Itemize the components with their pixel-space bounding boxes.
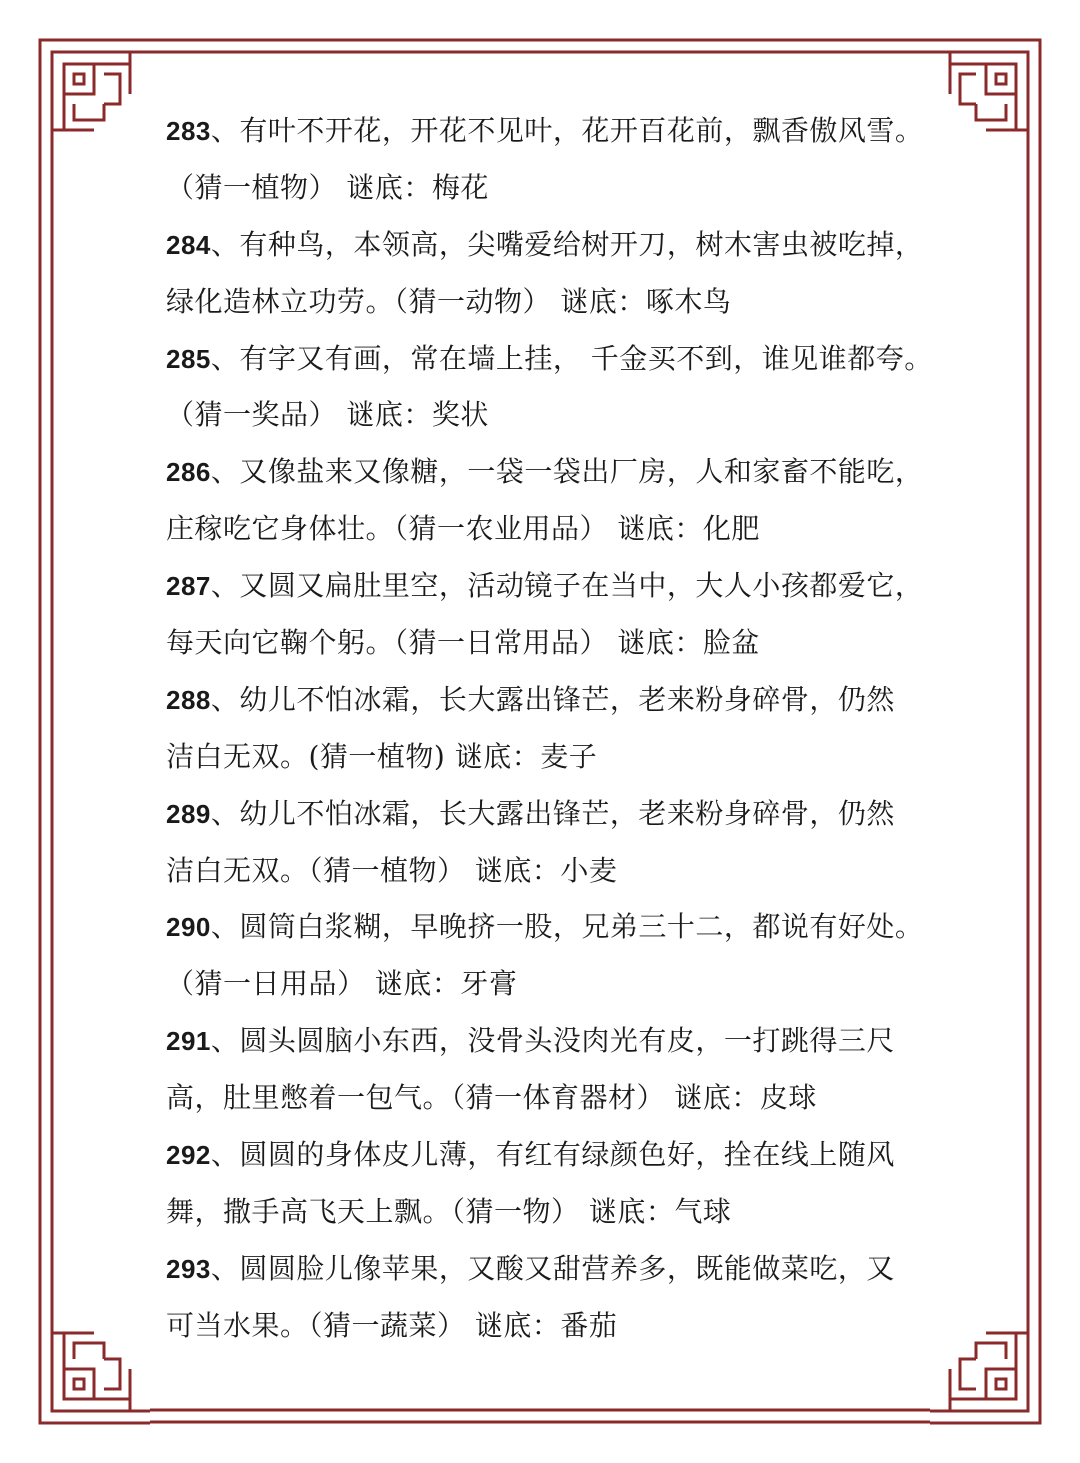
riddle-text: 、幼儿不怕冰霜，长大露出锋芒，老来粉身碎骨，仍然 [210, 682, 895, 716]
riddle-line [166, 899, 926, 956]
riddle-line [166, 786, 926, 843]
riddle-number: 283 [166, 116, 211, 146]
riddle-number: 287 [166, 571, 211, 602]
riddle-text: 、圆头圆脑小东西，没骨头没肉光有皮，一打跳得三尺 [210, 1024, 895, 1058]
riddle-293 [166, 1241, 926, 1355]
corner-ornament-top-left [40, 40, 150, 150]
riddle-text: 、圆圆的身体皮儿薄，有红有绿颜色好，拴在线上随风 [210, 1138, 895, 1172]
riddle-list [166, 103, 933, 1355]
riddle-line [166, 672, 926, 729]
riddle-line [166, 331, 933, 388]
riddle-text: 、又圆又扁肚里空，活动镜子在当中，大人小孩都爱它， [210, 569, 924, 603]
riddle-answer-line: （猜一日用品） 谜底：牙膏 [166, 967, 518, 1001]
riddle-287 [166, 558, 926, 672]
riddle-answer-line: 洁白无双。（猜一植物） 谜底：小麦 [166, 853, 618, 887]
riddle-line [166, 1241, 926, 1298]
riddle-288 [166, 672, 926, 786]
riddle-text: 、幼儿不怕冰霜，长大露出锋芒，老来粉身碎骨，仍然 [210, 796, 895, 830]
riddle-285 [166, 331, 933, 445]
riddle-text: 、又像盐来又像糖，一袋一袋出厂房，人和家畜不能吃， [210, 455, 924, 489]
riddle-text: 、有字又有画，常在墙上挂， 千金买不到，谁见谁都夸。 [210, 341, 933, 375]
riddle-286 [166, 444, 926, 558]
riddle-291 [166, 1013, 926, 1127]
riddle-text: 、有种鸟，本领高，尖嘴爱给树开刀，树木害虫被吃掉， [210, 227, 924, 261]
riddle-text: 、圆圆脸儿像苹果，又酸又甜营养多，既能做菜吃，又 [210, 1251, 895, 1285]
riddle-292 [166, 1127, 926, 1241]
riddle-283 [166, 103, 926, 217]
riddle-answer-line: 庄稼吃它身体壮。（猜一农业用品） 谜底：化肥 [166, 512, 760, 546]
riddle-line [166, 103, 926, 160]
riddle-number: 293 [166, 1253, 211, 1284]
riddle-text: 、有叶不开花，开花不见叶，花开百花前，飘香傲风雪。 [210, 114, 924, 147]
riddle-289 [166, 786, 926, 900]
riddle-line [166, 217, 926, 274]
riddle-answer-line: （猜一奖品） 谜底：奖状 [166, 398, 489, 432]
riddle-number: 290 [166, 912, 211, 943]
riddle-answer-line: （猜一植物） 谜底：梅花 [166, 170, 489, 204]
riddle-number: 291 [166, 1026, 211, 1057]
riddle-answer-line: 洁白无双。(猜一植物) 谜底：麦子 [166, 739, 598, 773]
riddle-line [166, 1127, 926, 1184]
riddle-number: 284 [166, 229, 211, 260]
riddle-text: 、圆筒白浆糊，早晚挤一股，兄弟三十二，都说有好处。 [210, 910, 924, 944]
riddle-number: 292 [166, 1140, 211, 1171]
riddle-answer-line: 绿化造林立功劳。（猜一动物） 谜底：啄木鸟 [166, 284, 732, 318]
riddle-answer-line: 可当水果。（猜一蔬菜） 谜底：番茄 [166, 1308, 618, 1342]
riddle-number: 289 [166, 798, 211, 829]
riddle-line [166, 558, 926, 615]
riddle-line [166, 444, 926, 501]
riddle-284 [166, 217, 926, 331]
riddle-answer-line: 每天向它鞠个躬。（猜一日常用品） 谜底：脸盆 [166, 626, 760, 660]
riddle-number: 286 [166, 457, 211, 488]
riddle-answer-line: 高，肚里憋着一包气。（猜一体育器材） 谜底：皮球 [166, 1081, 817, 1115]
riddle-answer-line: 舞，撒手高飞天上飘。（猜一物） 谜底：气球 [166, 1194, 732, 1228]
riddle-line [166, 1013, 926, 1070]
riddle-number: 285 [166, 343, 211, 374]
riddle-number: 288 [166, 684, 211, 715]
riddle-290 [166, 899, 926, 1013]
